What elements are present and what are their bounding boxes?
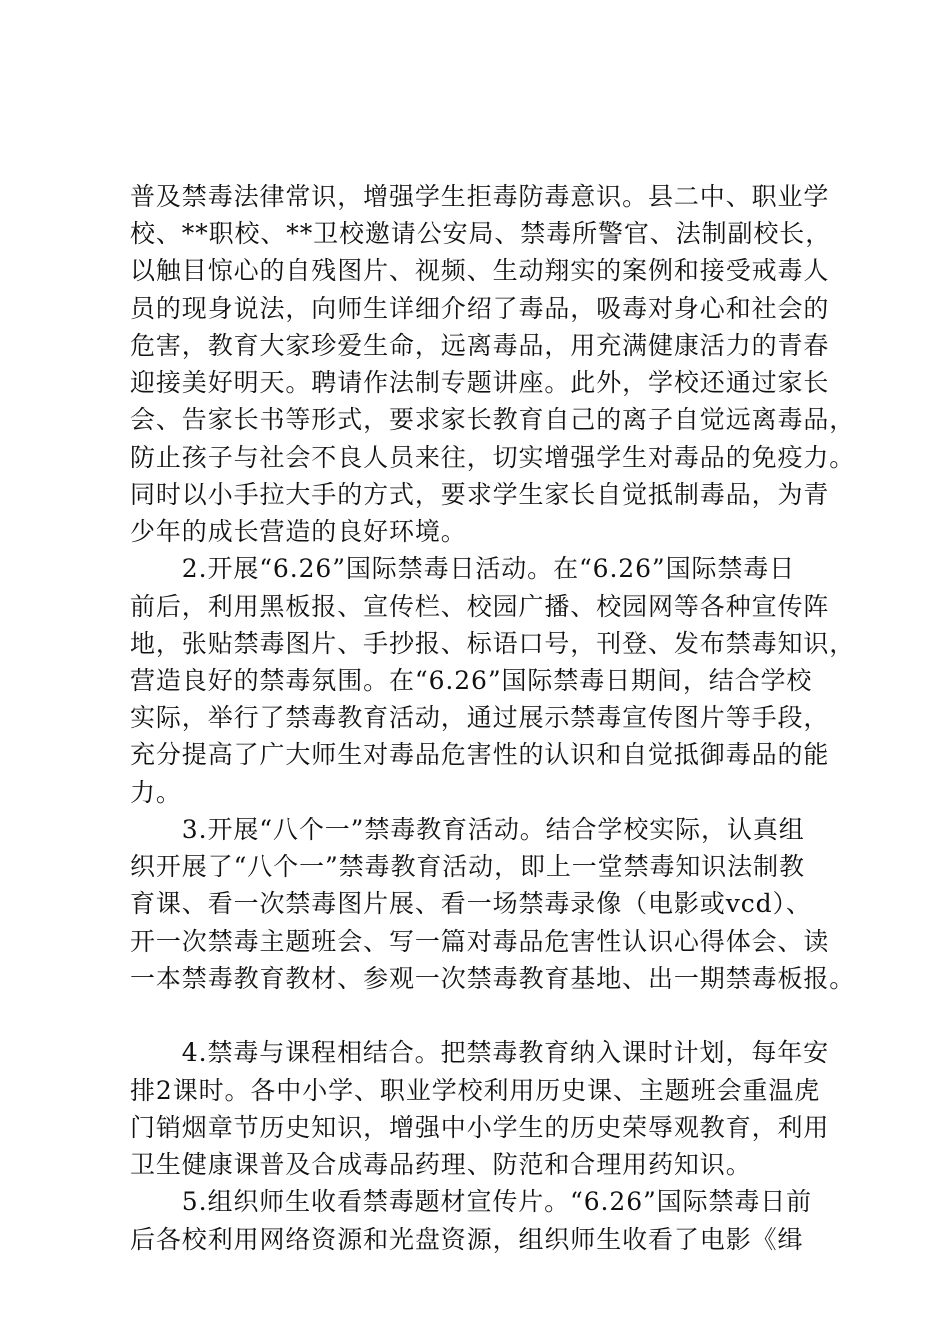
text-line: 营造良好的禁毒氛围。在“6.26”国际禁毒日期间，结合学校 [130,666,813,695]
text-line: 卫生健康课普及合成毒品药理、防范和合理用药知识。 [130,1150,752,1179]
text-line: 排2课时。各中小学、职业学校利用历史课、主题班会重温虎 [130,1076,821,1105]
text-line: 实际，举行了禁毒教育活动，通过展示禁毒宣传图片等手段， [130,703,830,732]
text-line: 开一次禁毒主题班会、写一篇对毒品危害性认识心得体会、读 [130,927,830,956]
text-line: 育课、看一次禁毒图片展、看一场禁毒录像（电影或vcd）、 [130,889,812,918]
text-line: 门销烟章节历史知识，增强中小学生的历史荣辱观教育，利用 [130,1113,830,1142]
text-line: 2.开展“6.26”国际禁毒日活动。在“6.26”国际禁毒日 [130,554,796,583]
text-line: 校、**职校、**卫校邀请公安局、禁毒所警官、法制副校长， [130,219,832,248]
text-line: 员的现身说法，向师生详细介绍了毒品，吸毒对身心和社会的 [130,294,830,323]
text-line: 地，张贴禁毒图片、手抄报、标语口号，刊登、发布禁毒知识， [130,629,856,658]
text-line: 3.开展“八个一”禁毒教育活动。结合学校实际，认真组 [130,815,805,844]
text-line: 同时以小手拉大手的方式，要求学生家长自觉抵制毒品，为青 [130,480,830,509]
text-line: 防止孩子与社会不良人员来往，切实增强学生对毒品的免疫力。 [130,443,856,472]
text-line: 少年的成长营造的良好环境。 [130,517,467,546]
text-line: 5.组织师生收看禁毒题材宣传片。“6.26”国际禁毒日前 [130,1187,813,1216]
text-line: 迎接美好明天。聘请作法制专题讲座。此外，学校还通过家长 [130,368,830,397]
text-line: 一本禁毒教育教材、参观一次禁毒教育基地、出一期禁毒板报。 [130,964,856,993]
text-line: 织开展了“八个一”禁毒教育活动，即上一堂禁毒知识法制教 [130,852,805,881]
text-line: 会、告家长书等形式，要求家长教育自己的离子自觉远离毒品， [130,405,856,434]
text-line: 后各校利用网络资源和光盘资源，组织师生收看了电影《缉 [130,1225,804,1254]
text-line: 普及禁毒法律常识，增强学生拒毒防毒意识。县二中、职业学 [130,182,830,211]
text-line: 前后，利用黑板报、宣传栏、校园广播、校园网等各种宣传阵 [130,592,830,621]
text-line: 力。 [130,778,182,807]
text-line: 以触目惊心的自残图片、视频、生动翔实的案例和接受戒毒人 [130,256,830,285]
text-line: 4.禁毒与课程相结合。把禁毒教育纳入课时计划，每年安 [130,1038,830,1067]
text-line: 充分提高了广大师生对毒品危害性的认识和自觉抵御毒品的能 [130,740,830,769]
text-line: 危害，教育大家珍爱生命，远离毒品，用充满健康活力的青春 [130,331,830,360]
